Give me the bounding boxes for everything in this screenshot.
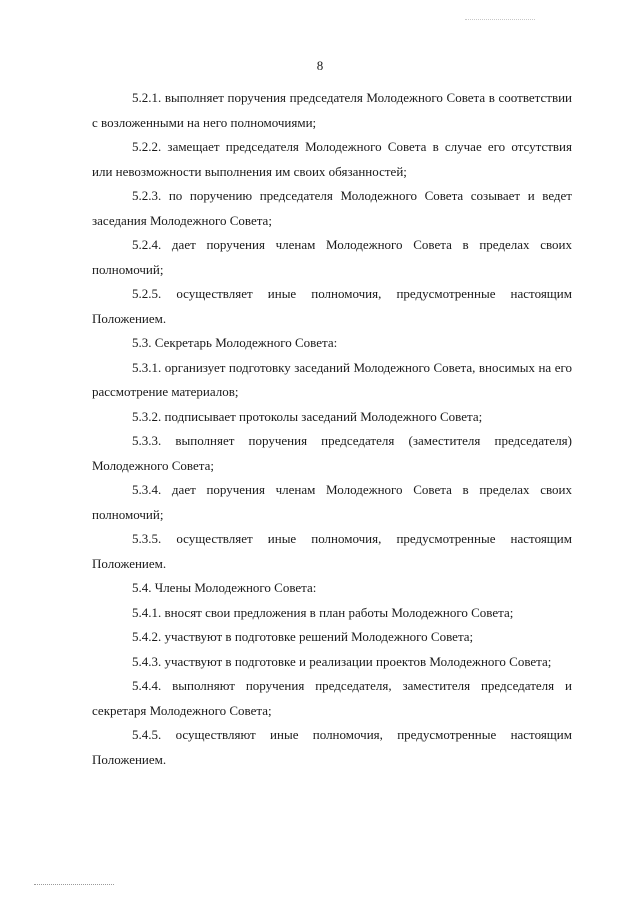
paragraph-5-2-5: 5.2.5. осуществляет иные полномочия, предусмотренные настоящим Положением. [92, 286, 572, 326]
paragraph-5-4-1: 5.4.1. вносят свои предложения в план работы Молодежного Совета; [132, 604, 514, 620]
paragraph-5-3-2: 5.3.2. подписывает протоколы заседаний Молодежного Совета; [132, 408, 483, 424]
paragraph-5-4-5: 5.4.5. осуществляют иные полномочия, предусмотренные настоящим Положением. [92, 727, 572, 767]
section-heading-5-3: 5.3. Секретарь Молодежного Совета: [132, 335, 338, 350]
paragraph-5-2-4: 5.2.4. дает поручения членам Молодежного Совета в пределах своих полномочий; [92, 237, 572, 277]
scan-artifact-bottom [34, 884, 114, 886]
paragraph-5-2-1: 5.2.1. выполняет поручения председателя Молодежного Совета в соответствии с возложенными на него полномочиями; [92, 90, 572, 130]
paragraph-5-2-2: 5.2.2. замещает председателя Молодежного Совета в случае его отсутствия или невозможности выполнения им своих обязанностей; [92, 139, 572, 179]
scan-artifact-top [465, 19, 535, 21]
page-number: 8 [316, 58, 324, 73]
paragraph-5-2-3: 5.2.3. по поручению председателя Молодежного Совета созывает и ведет заседания Молодежного Совета; [92, 188, 572, 228]
paragraph-5-3-4: 5.3.4. дает поручения членам Молодежного Совета в пределах своих полномочий; [92, 482, 572, 522]
paragraph-5-3-1: 5.3.1. организует подготовку заседаний Молодежного Совета, вносимых на его рассмотрение материалов; [92, 359, 572, 399]
paragraph-5-3-3: 5.3.3. выполняет поручения председателя (заместителя председателя) Молодежного Совета; [92, 433, 572, 473]
paragraph-5-4-2: 5.4.2. участвуют в подготовке решений Молодежного Совета; [132, 629, 474, 644]
document-body [92, 86, 572, 772]
paragraph-5-3-5: 5.3.5. осуществляет иные полномочия, предусмотренные настоящим Положением. [92, 531, 572, 571]
paragraph-5-4-4: 5.4.4. выполняют поручения председателя, заместителя председателя и секретаря Молодежного Совета; [92, 678, 572, 718]
paragraph-5-4-3: 5.4.3. участвуют в подготовке и реализации проектов Молодежного Совета; [132, 653, 552, 669]
section-heading-5-4: 5.4. Члены Молодежного Совета: [132, 580, 317, 595]
